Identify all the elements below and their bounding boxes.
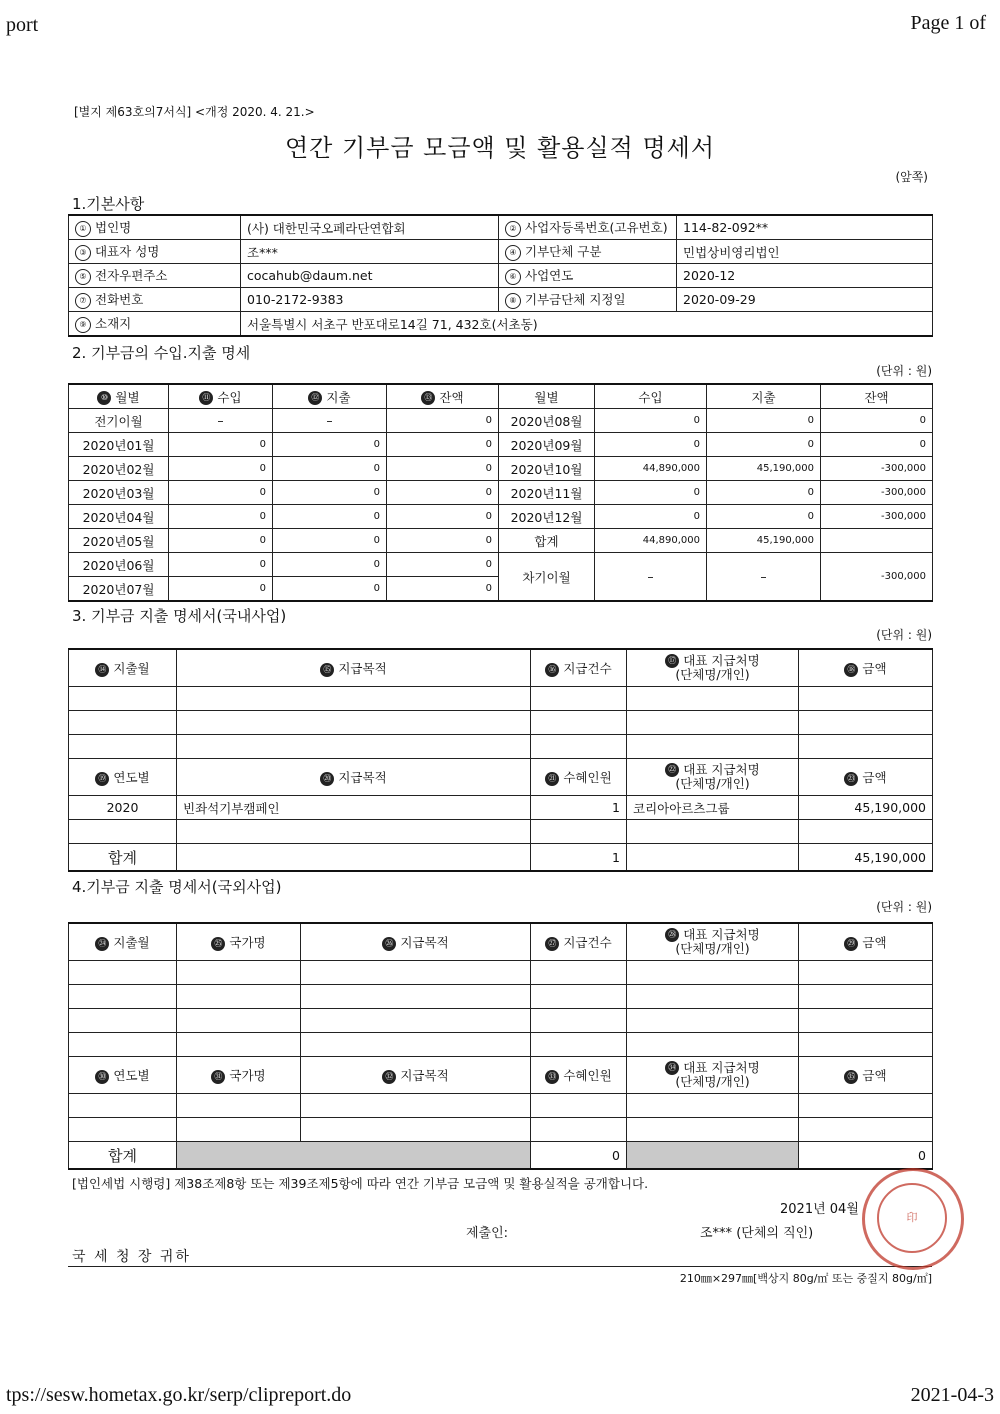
expense-cell: 0	[707, 481, 821, 505]
hdr-purpose: ⑮ 지급목적	[177, 649, 531, 687]
hdr-count: ⑯ 지급건수	[531, 649, 627, 687]
income-cell: –	[169, 409, 273, 433]
month-cell: 2020년10월	[499, 457, 595, 481]
hdr-amount-4: ㉙ 금액	[799, 923, 933, 961]
balance-cell: 0	[821, 433, 933, 457]
legal-notice: [법인세법 시행령] 제38조제8항 또는 제39조제5항에 따라 연간 기부금 모금액 및 활용실적을 공개합니다.	[72, 1176, 649, 1191]
print-footer-url: tps://sesw.hometax.go.kr/serp/clipreport.do	[6, 1384, 352, 1406]
hdr-recipient-2: ㉒ 대표 지급처명 (단체명/개인)	[627, 759, 799, 796]
submission-date: 2021년 04월	[780, 1202, 859, 1217]
hdr-income-2: 수입	[595, 384, 707, 409]
hdr-recipient: ⑰ 대표 지급처명 (단체명/개인)	[627, 649, 799, 687]
expense-cell: –	[273, 409, 387, 433]
expense-cell: 0	[707, 409, 821, 433]
addressee: 국 세 청 장 귀하	[72, 1249, 191, 1265]
balance-cell: 0	[387, 505, 499, 529]
balance-cell: -300,000	[821, 505, 933, 529]
income-expense-table	[68, 383, 933, 602]
total-label: 합계	[499, 529, 595, 553]
hdr-expense-2: 지출	[707, 384, 821, 409]
print-header-page: Page 1 of	[910, 12, 986, 34]
table-row	[69, 796, 933, 820]
month-cell: 2020년09월	[499, 433, 595, 457]
hdr-amount-4b: ㉟ 금액	[799, 1057, 933, 1094]
balance-cell: 0	[387, 457, 499, 481]
total-amount: 0	[799, 1142, 933, 1170]
hdr-beneficiaries: ㉑ 수혜인원	[531, 759, 627, 796]
expense-cell: 0	[273, 505, 387, 529]
corp-name-label: ① 법인명	[69, 215, 241, 240]
hdr-amount: ⑱ 금액	[799, 649, 933, 687]
address-label: ⑨ 소재지	[69, 312, 241, 337]
rep-name-label: ③ 대표자 성명	[69, 240, 241, 264]
hdr-purpose-4b: ㉜ 지급목적	[301, 1057, 531, 1094]
expense-cell: 0	[273, 433, 387, 457]
divider	[68, 1266, 932, 1267]
balance-cell: -300,000	[821, 457, 933, 481]
balance-cell: 0	[387, 481, 499, 505]
section-2-title: 2. 기부금의 수입.지출 명세	[72, 344, 251, 362]
balance-cell: -300,000	[821, 481, 933, 505]
table-row	[69, 1118, 933, 1142]
biz-reg-label: ② 사업자등록번호(고유번호)	[499, 215, 677, 240]
section-4-title: 4.기부금 지출 명세서(국외사업)	[72, 878, 282, 896]
hdr-recipient-4b: ㉞ 대표 지급처명 (단체명/개인)	[627, 1057, 799, 1094]
official-seal-icon: 印	[862, 1168, 964, 1270]
unit-label-3: (단위 : 원)	[876, 628, 932, 642]
total-beneficiaries: 0	[531, 1142, 627, 1170]
basic-info-table	[68, 214, 933, 337]
purpose-cell: 빈좌석기부캠페인	[177, 796, 531, 820]
recipient-cell: 코리아아르츠그룹	[627, 796, 799, 820]
address-value: 서울특별시 서초구 반포대로14길 71, 432호(서초동)	[241, 312, 933, 337]
biz-reg-value: 114-82-092**	[677, 215, 933, 240]
income-cell: 0	[169, 457, 273, 481]
total-beneficiaries: 1	[531, 844, 627, 872]
balance-total	[821, 529, 933, 553]
table-row	[69, 481, 933, 505]
table-row	[69, 553, 933, 577]
hdr-expense-month: ⑭ 지출월	[69, 649, 177, 687]
income-total: 44,890,000	[595, 529, 707, 553]
hdr-country-2: ㉛ 국가명	[177, 1057, 301, 1094]
month-cell: 2020년11월	[499, 481, 595, 505]
org-type-label: ④ 기부단체 구분	[499, 240, 677, 264]
hdr-purpose-2: ⑳ 지급목적	[177, 759, 531, 796]
corp-name-value: (사) 대한민국오페라단연합회	[241, 215, 499, 240]
total-label: 합계	[69, 844, 177, 872]
month-cell: 2020년12월	[499, 505, 595, 529]
email-value: cocahub@daum.net	[241, 264, 499, 288]
total-label: 합계	[69, 1142, 177, 1170]
expense-cell: 0	[707, 433, 821, 457]
table-row	[69, 687, 933, 711]
income-cell: 0	[595, 505, 707, 529]
month-cell: 2020년07월	[69, 577, 169, 602]
table-row	[69, 711, 933, 735]
balance-cell: 0	[387, 529, 499, 553]
org-type-value: 민법상비영리법인	[677, 240, 933, 264]
expense-cell: 0	[273, 457, 387, 481]
balance-cell: 0	[387, 577, 499, 602]
month-cell: 2020년02월	[69, 457, 169, 481]
total-row	[69, 844, 933, 872]
shaded-cell	[627, 1142, 799, 1170]
month-cell: 2020년05월	[69, 529, 169, 553]
section-1-title: 1.기본사항	[72, 195, 145, 213]
total-row	[69, 1142, 933, 1170]
table-row	[69, 529, 933, 553]
month-cell: 전기이월	[69, 409, 169, 433]
table-row	[69, 1009, 933, 1033]
paper-spec: 210㎜×297㎜[백상지 80g/㎡ 또는 중질지 80g/㎡]	[679, 1272, 932, 1285]
month-cell: 2020년06월	[69, 553, 169, 577]
year-cell: 2020	[69, 796, 177, 820]
hdr-count-4: ㉗ 지급건수	[531, 923, 627, 961]
fiscal-year-label: ⑥ 사업연도	[499, 264, 677, 288]
amount-cell: 45,190,000	[799, 796, 933, 820]
balance-cell: 0	[387, 433, 499, 457]
hdr-recipient-4: ㉘ 대표 지급처명 (단체명/개인)	[627, 923, 799, 961]
carry-forward-expense: –	[707, 553, 821, 602]
domestic-expense-table	[68, 648, 933, 872]
total-amount: 45,190,000	[799, 844, 933, 872]
expense-cell: 0	[273, 529, 387, 553]
table-row	[69, 505, 933, 529]
hdr-purpose-4: ㉖ 지급목적	[301, 923, 531, 961]
table-row	[69, 1033, 933, 1057]
fiscal-year-value: 2020-12	[677, 264, 933, 288]
income-cell: 0	[169, 553, 273, 577]
month-cell: 2020년03월	[69, 481, 169, 505]
hdr-expense: ⑫ 지출	[273, 384, 387, 409]
month-cell: 2020년01월	[69, 433, 169, 457]
form-number: [별지 제63호의7서식] <개정 2020. 4. 21.>	[74, 105, 315, 119]
carry-forward-income: –	[595, 553, 707, 602]
submitter-label: 제출인:	[466, 1226, 509, 1241]
hdr-beneficiaries-4: ㉝ 수혜인원	[531, 1057, 627, 1094]
rep-name-value: 조***	[241, 240, 499, 264]
unit-label-2: (단위 : 원)	[876, 364, 932, 378]
income-cell: 44,890,000	[595, 457, 707, 481]
expense-cell: 0	[273, 553, 387, 577]
hdr-year: ⑲ 연도별	[69, 759, 177, 796]
expense-cell: 45,190,000	[707, 457, 821, 481]
income-cell: 0	[595, 481, 707, 505]
phone-label: ⑦ 전화번호	[69, 288, 241, 312]
table-row	[69, 820, 933, 844]
expense-cell: 0	[707, 505, 821, 529]
shaded-cell	[177, 1142, 531, 1170]
hdr-country: ㉕ 국가명	[177, 923, 301, 961]
email-label: ⑤ 전자우편주소	[69, 264, 241, 288]
hdr-amount-2: ㉓ 금액	[799, 759, 933, 796]
table-row	[69, 433, 933, 457]
unit-label-4: (단위 : 원)	[876, 900, 932, 914]
income-cell: 0	[169, 505, 273, 529]
balance-cell: 0	[821, 409, 933, 433]
table-row	[69, 961, 933, 985]
hdr-month: ⑩ 월별	[69, 384, 169, 409]
expense-total: 45,190,000	[707, 529, 821, 553]
designation-date-value: 2020-09-29	[677, 288, 933, 312]
income-cell: 0	[595, 409, 707, 433]
income-cell: 0	[169, 433, 273, 457]
table-row	[69, 985, 933, 1009]
phone-value: 010-2172-9383	[241, 288, 499, 312]
table-row	[69, 735, 933, 759]
designation-date-label: ⑧ 기부금단체 지정일	[499, 288, 677, 312]
income-cell: 0	[595, 433, 707, 457]
income-cell: 0	[169, 577, 273, 602]
income-cell: 0	[169, 481, 273, 505]
hdr-income: ⑪ 수입	[169, 384, 273, 409]
hdr-expense-month-4: ㉔ 지출월	[69, 923, 177, 961]
expense-cell: 0	[273, 577, 387, 602]
carry-forward-label: 차기이월	[499, 553, 595, 602]
month-cell: 2020년08월	[499, 409, 595, 433]
print-footer-date: 2021-04-3	[910, 1384, 994, 1406]
submitter-name: 조*** (단체의 직인)	[700, 1226, 814, 1241]
front-side-label: (앞쪽)	[895, 170, 928, 184]
table-row	[69, 1094, 933, 1118]
overseas-expense-table	[68, 922, 933, 1170]
income-cell: 0	[169, 529, 273, 553]
hdr-month-2: 월별	[499, 384, 595, 409]
print-header-left: port	[6, 14, 39, 36]
section-3-title: 3. 기부금 지출 명세서(국내사업)	[72, 607, 287, 625]
hdr-balance: ⑬ 잔액	[387, 384, 499, 409]
hdr-balance-2: 잔액	[821, 384, 933, 409]
expense-cell: 0	[273, 481, 387, 505]
beneficiaries-cell: 1	[531, 796, 627, 820]
carry-forward-balance: -300,000	[821, 553, 933, 602]
document-title: 연간 기부금 모금액 및 활용실적 명세서	[284, 134, 716, 162]
table-row	[69, 457, 933, 481]
balance-cell: 0	[387, 553, 499, 577]
balance-cell: 0	[387, 409, 499, 433]
hdr-year-4: ㉚ 연도별	[69, 1057, 177, 1094]
table-row	[69, 409, 933, 433]
month-cell: 2020년04월	[69, 505, 169, 529]
